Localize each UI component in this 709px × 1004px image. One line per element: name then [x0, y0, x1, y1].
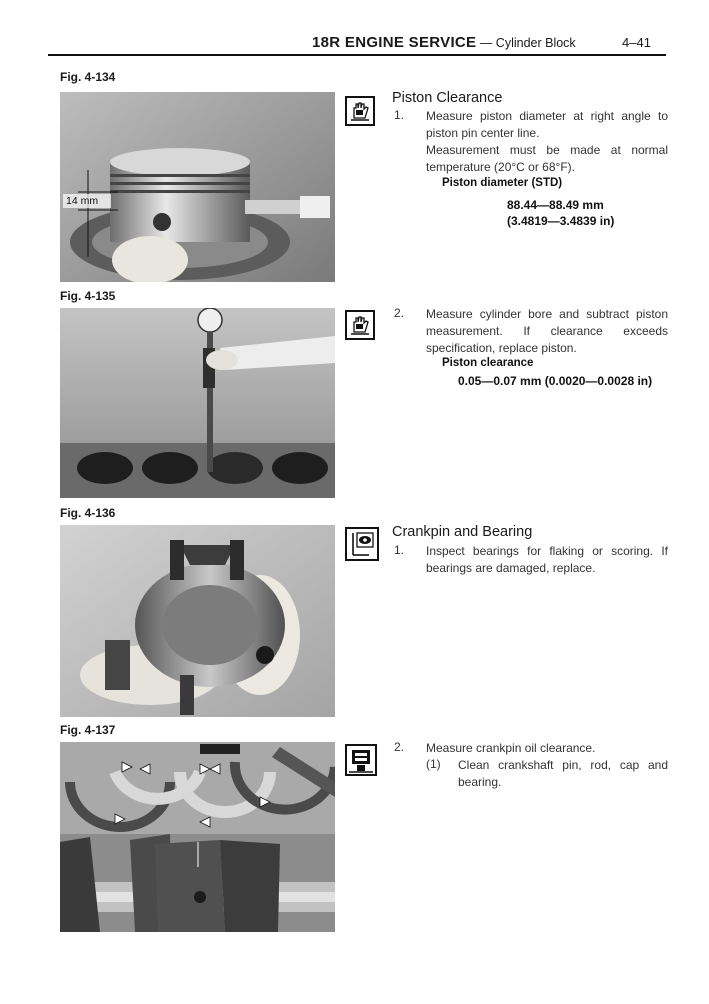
step-text: Measure piston diameter at right angle to piston pin center line.	[426, 109, 668, 140]
figure-label-4-137: Fig. 4-137	[60, 723, 116, 737]
section-title-piston-clearance: Piston Clearance	[392, 90, 503, 106]
page-header-title	[312, 34, 576, 51]
spec-label-piston-clearance: Piston clearance	[442, 357, 534, 369]
section-title-crankpin-bearing: Crankpin and Bearing	[392, 524, 533, 540]
figure-label-4-135: Fig. 4-135	[60, 289, 116, 303]
step-number: 1.	[394, 543, 405, 557]
figure-photo-crankpin-bearing	[60, 742, 335, 932]
substep-text: Clean crankshaft pin, rod, cap and bearing.	[458, 758, 668, 789]
step-text: Measure crankpin oil clearance.	[426, 741, 596, 755]
spec-label-piston-diameter: Piston diameter (STD)	[442, 177, 563, 189]
figure-label-4-134: Fig. 4-134	[60, 70, 116, 84]
spec-value-metric: 88.44—88.49 mm	[507, 198, 604, 212]
substep-number: (1)	[426, 757, 441, 771]
step-text-continued: Measurement must be made at normal temperature (20°C or 68°F).	[426, 143, 668, 174]
step-text: Measure cylinder bore and subtract piston measurement. If clearance exceeds specification, replace piston.	[426, 307, 668, 355]
step-number: 2.	[394, 740, 405, 754]
header-subtitle: — Cylinder Block	[476, 36, 576, 50]
measure-hand-icon	[345, 310, 375, 340]
spec-value-clearance: 0.05—0.07 mm (0.0020—0.0028 in)	[458, 374, 653, 388]
figure-photo-rod-bearing	[60, 525, 335, 717]
step-number: 1.	[394, 108, 405, 122]
figure-photo-piston-micrometer	[60, 92, 335, 282]
figure-label-4-136: Fig. 4-136	[60, 506, 116, 520]
figure-photo-bore-gauge	[60, 308, 335, 498]
step-text: Inspect bearings for flaking or scoring. If bearings are damaged, replace.	[426, 544, 668, 575]
header-title-text: 18R ENGINE SERVICE	[312, 34, 477, 51]
inspect-eye-icon	[345, 527, 379, 561]
dimension-callout: 14 mm	[66, 195, 99, 207]
spec-value-imperial: (3.4819—3.4839 in)	[507, 214, 615, 228]
header-rule	[48, 54, 666, 56]
measure-gauge-icon	[345, 744, 377, 776]
page-number: 4–41	[622, 35, 651, 50]
step-number: 2.	[394, 306, 405, 320]
measure-hand-icon	[345, 96, 375, 126]
